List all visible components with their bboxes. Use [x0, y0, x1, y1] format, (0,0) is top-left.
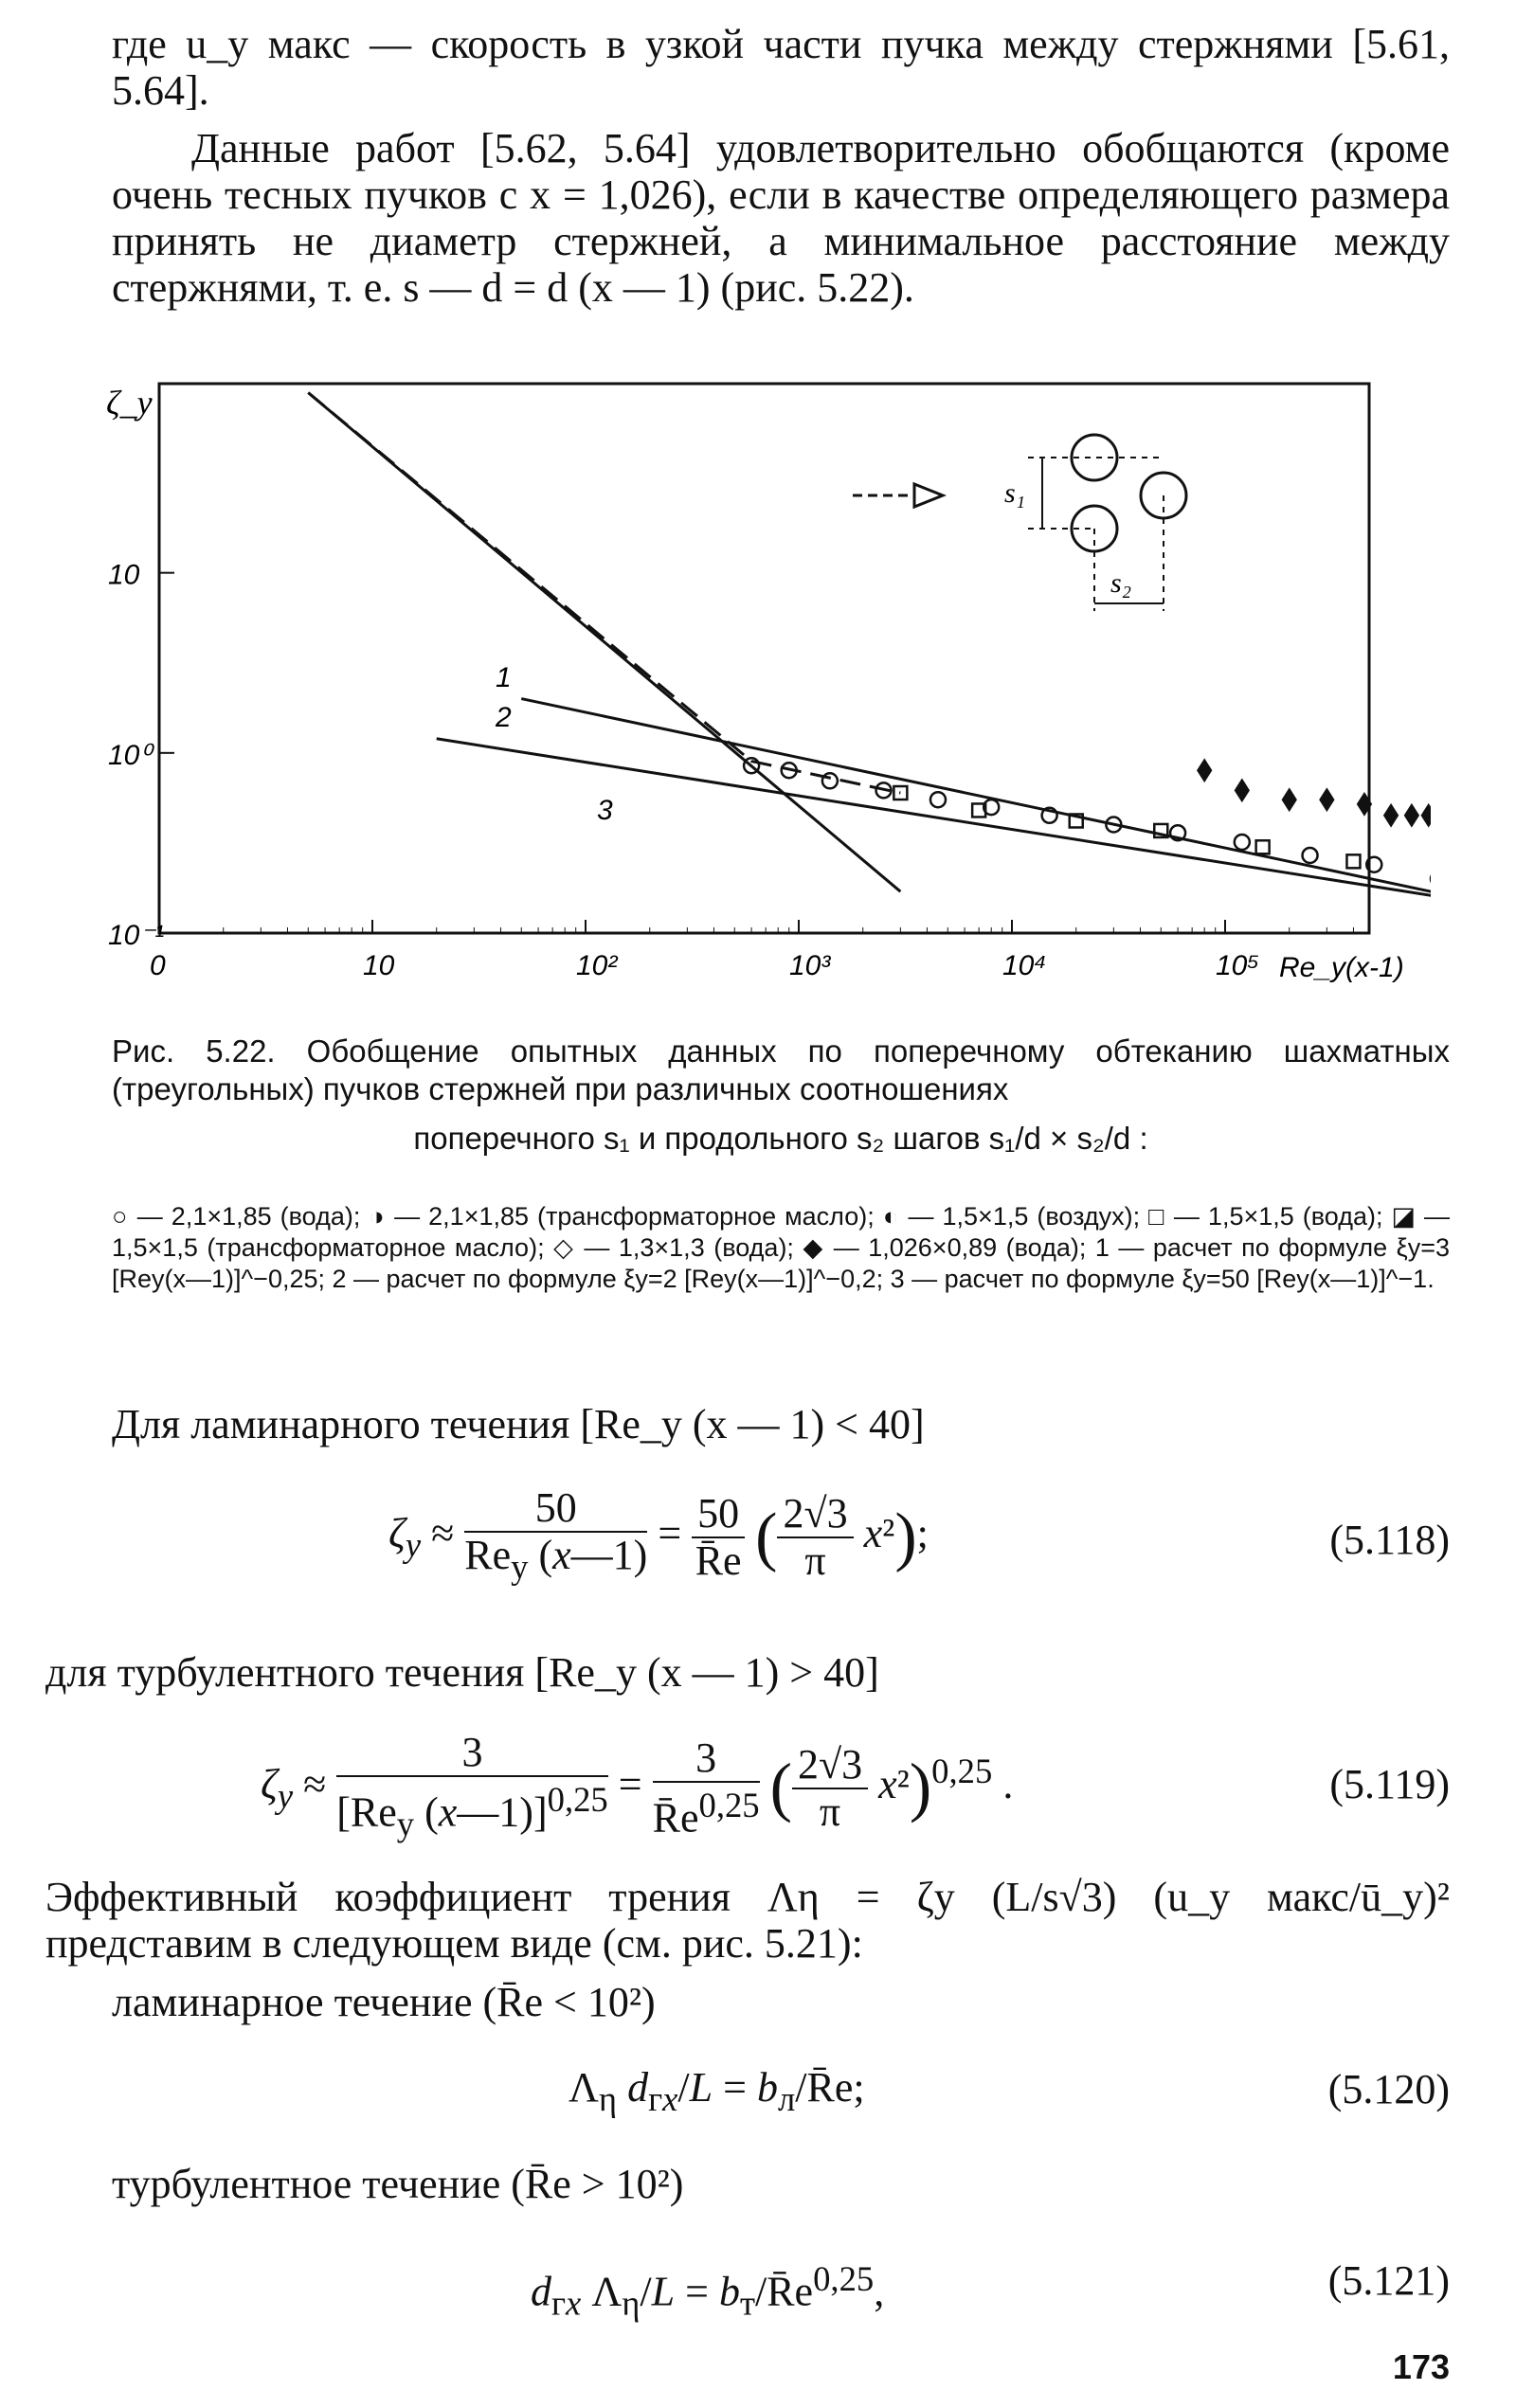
eq-number-118: (5.118): [1329, 1517, 1450, 1563]
data-point-diamond: [1283, 789, 1296, 810]
x-tick-label: 0: [150, 950, 166, 981]
eq-number-119: (5.119): [1329, 1761, 1450, 1807]
figure-caption: [112, 1033, 1450, 1108]
legend-text: ○ — 2,1×1,85 (вода); ◑ — 2,1×1,85 (трансформаторное масло); ◐ — 1,5×1,5 (воздух); □ — 1,5×1,5 (вода); ◪ — 1,5×1,5 (трансформаторное масло); ◇ — 1,3×1,3 (вода); ◆ — 1,026×0,89 (вода); 1 — расчет по формуле ξy=3 [Rey(x—1)]^−0,25; 2 — расчет по формуле ξy=2 [Rey(x—1)]^−0,2; 3 — расчет по формуле ξy=50 [Rey(x—1)]^−1.: [112, 1202, 1450, 1293]
effective-text: Эффективный коэффициент трения Λη = ζy (L/s√3) (u_y макс/ū_y)² представим в следующем виде (см. рис. 5.21):: [45, 1874, 1450, 1967]
paragraph-2: [112, 125, 1450, 311]
figure-caption-2: [112, 1120, 1450, 1158]
equation-5-119: $\zeta_y$ ≈ $\frac{3}{[Re_y (x—1)]^{0,25}}$ = $\frac{3}{R̄e^{0,25}}$ ( $\frac{2√3}{\pi}$ x²)$^{0,25}$ .: [261, 1729, 1014, 1843]
y-tick-label: 10⁻¹: [108, 920, 165, 951]
curve-label-2: 2: [496, 702, 512, 733]
data-point-square: [1256, 840, 1270, 854]
data-point-diamond: [1384, 805, 1398, 826]
eq-number-120: (5.120): [1327, 2066, 1450, 2112]
data-point-diamond: [1236, 780, 1249, 800]
paragraph-1: [112, 21, 1450, 114]
x-tick-label: 10³: [789, 950, 831, 981]
equation-5-121: $d_{гx}$ $\Lambda_\eta/L$ = $b_т/R̄e^{0,25}$,: [531, 2259, 885, 2323]
x-tick-label: 10⁴: [1002, 950, 1047, 981]
figure-legend: [112, 1201, 1450, 1295]
curve-dashed: [308, 393, 900, 794]
caption-line-1: Рис. 5.22. Обобщение опытных данных по поперечному обтеканию шахматных (треугольных) пучков стержней при различных соотношениях: [112, 1033, 1450, 1106]
turbulent-intro: для турбулентного течения [Re_y (x — 1) > 40]: [45, 1649, 879, 1696]
laminar-flow-label: ламинарное течение (R̄e < 10²): [112, 1979, 656, 2025]
curve-label-1: 1: [496, 662, 512, 693]
data-point-diamond: [1405, 805, 1418, 826]
data-point-circle: [822, 773, 838, 788]
x-tick-label: 10: [363, 950, 395, 981]
data-point-circle: [1303, 848, 1318, 863]
schematic-label-s2: s₂: [1110, 567, 1132, 599]
equation-5-118: $\zeta_y$ ≈ $\frac{50}{Re_y (x—1)}$ = $\frac{50}{R̄e}$ ( $\frac{2√3}{\pi}$ x²);: [388, 1484, 929, 1586]
bundle-schematic: [853, 435, 1186, 611]
plot-frame: [159, 384, 1369, 933]
data-point-square: [1346, 854, 1360, 868]
equation-5-120: $\Lambda_\eta$ $d_{гx}/L$ = $b_л/R̄e$;: [568, 2064, 865, 2118]
p2-text: Данные работ [5.62, 5.64] удовлетворительно обобщаются (кроме очень тесных пучков с x = 1,026), если в качестве определяющего размера принять не диаметр стержней, а минимальное расстояние между стержнями, т. е. s — d = d (x — 1) (рис. 5.22).: [112, 125, 1450, 311]
eq-number-121: (5.121): [1327, 2257, 1450, 2304]
y-axis-label: ζ_y: [106, 384, 153, 422]
paragraph-effective: [45, 1874, 1450, 1967]
x-axis-label: Re_y(x-1): [1279, 952, 1404, 983]
p1-text: где u_y макс — скорость в узкой части пучка между стержнями [5.61, 5.64].: [112, 21, 1450, 114]
data-point-circle: [930, 792, 946, 807]
figure-5-22-chart: [104, 374, 1431, 1018]
page-number: 173: [1392, 2347, 1450, 2386]
y-tick-label: 10: [108, 559, 140, 591]
data-point-diamond: [1198, 760, 1211, 781]
data-point-diamond: [1422, 805, 1431, 826]
laminar-intro: Для ламинарного течения [Re_y (x — 1) < 40]: [112, 1401, 925, 1447]
curve-2: [437, 739, 1431, 907]
schematic-label-s1: s₁: [1004, 477, 1026, 509]
x-tick-label: 10²: [576, 950, 618, 981]
data-point-circle: [1235, 835, 1250, 850]
data-point-diamond: [1320, 789, 1333, 810]
y-tick-label: 10⁰: [108, 739, 152, 771]
turbulent-flow-label: турбулентное течение (R̄e > 10²): [112, 2161, 684, 2207]
curve-label-3: 3: [597, 795, 613, 826]
x-tick-label: 10⁵: [1216, 950, 1259, 981]
caption-line-2: поперечного s₁ и продольного s₂ шагов s₁/d × s₂/d :: [413, 1121, 1148, 1156]
